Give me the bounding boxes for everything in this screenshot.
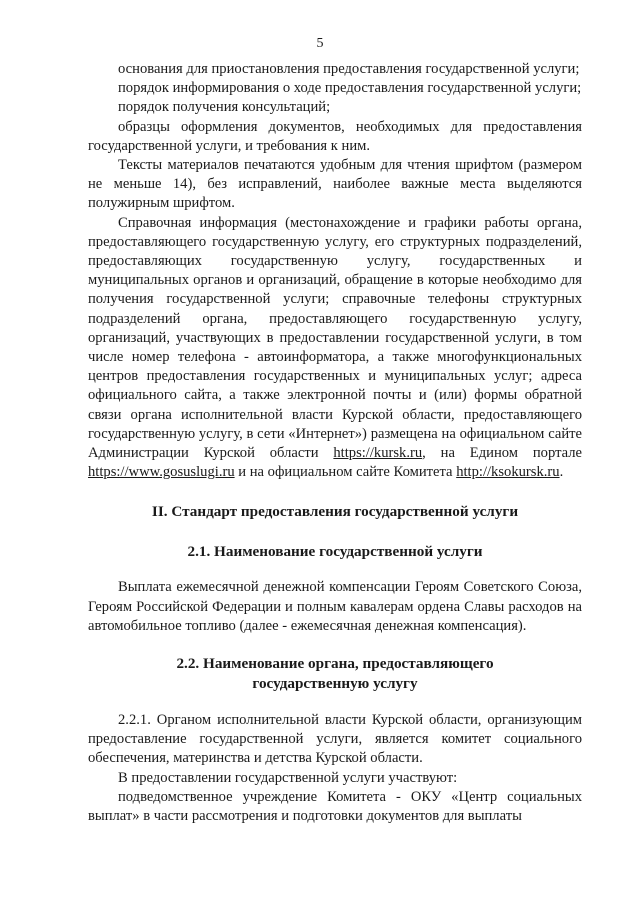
page-number: 5 [316,36,324,51]
link-gosuslugi[interactable]: https://www.gosuslugi.ru [88,464,235,481]
paragraph-font-requirements: Тексты материалов печатаются удобным для чтения шрифтом (размером не меньше 14), без исправлений, наиболее важные места выделяются полужирным шрифтом. [88,157,582,212]
final-period: . [559,464,564,481]
reference-text: Справочная информация (местонахождение и графики работы органа, предоставляющего государственную услугу, его структурных подразделений, предоставляющих государственную услугу, государственных и муниципальных органов и организаций, обращение в которые необходимо для получения государственной услуги; справочные телефоны структурных подразделений органа, предоставляющего государственную услугу, организаций, участвующих в предоставлении государственной услуги, в том числе номер телефона - автоинформатора, а также многофункциональных центров предоставления государственных и муниципальных услуг; адреса официального сайта, а также электронной почты и (или) формы обратной связи органа исполнительной власти Курской области, предоставляющего государственную услугу, в сети «Интернет») размещена на официальном сайте Администрации Курской области [88,214,582,462]
subsection-2-2-title [88,654,582,693]
paragraph-consultations: порядок получения консультаций; [118,99,331,116]
subsection-2-2-title-line2: государственную услугу [252,674,418,692]
paragraph-2-2-1: 2.2.1. Органом исполнительной власти Курской области, организующим предоставление государственной услуги, является комитет социального обеспечения, материнства и детства Курской области. [88,712,582,767]
paragraph-suspension-grounds: основания для приостановления предоставления государственной услуги; [118,61,580,77]
link-kursk[interactable]: https://kursk.ru [333,445,423,462]
document-body [88,60,582,826]
link-ksokursk[interactable]: http://ksokursk.ru [456,464,560,481]
paragraph-service-name: Выплата ежемесячной денежной компенсации Героям Советского Союза, Героям Российской Федерации и полным кавалерам ордена Славы расходов на автомобильное топливо (далее - ежемесячная денежная компенсация). [88,579,582,634]
section-title: II. Стандарт предоставления государственной услуги [151,503,519,521]
paragraph-subordinate-institution: подведомственное учреждение Комитета - ОКУ «Центр социальных выплат» в части рассмотрения и подготовки документов для выплаты [88,788,582,825]
subsection-2-2-title-line1: 2.2. Наименование органа, предоставляющего [176,655,494,673]
paragraph-participants: В предоставлении государственной услуги участвуют: [118,769,458,786]
subsection-2-1-title: 2.1. Наименование государственной услуги [187,542,483,560]
paragraph-reference-info [88,214,582,483]
text-committee-site: и на официальном сайте Комитета [238,464,453,481]
paragraph-progress-info: порядок информирования о ходе предоставления государственной услуги; [118,80,582,97]
text-portal: , на Едином портале [422,445,582,462]
paragraph-document-samples: образцы оформления документов, необходимых для предоставления государственной услуги, и требования к ним. [88,118,582,154]
